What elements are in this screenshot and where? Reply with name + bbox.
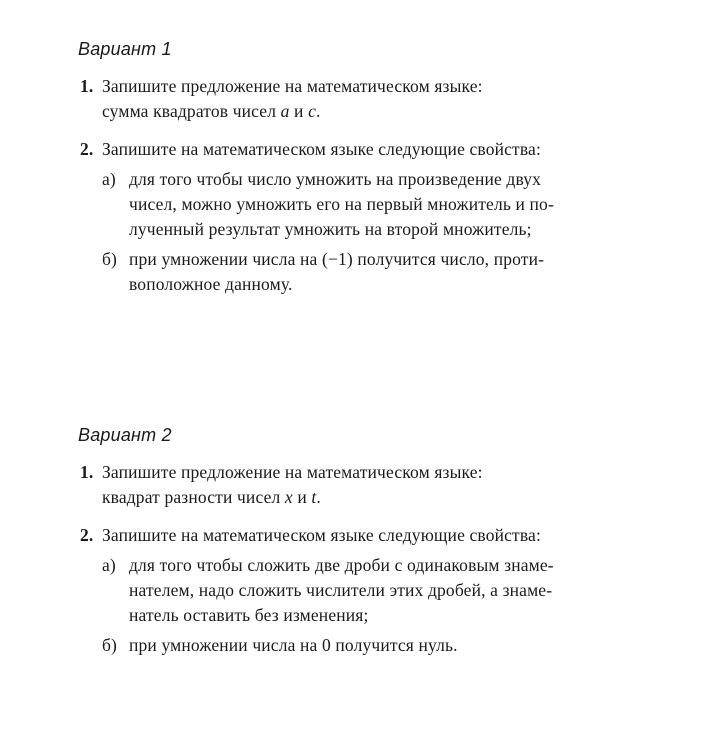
subitem-line: для того чтобы число умножить на произведение двух: [129, 169, 542, 189]
variable-x: x: [284, 487, 293, 507]
variant-1-title: Вариант 1: [78, 39, 172, 59]
task-intro: Запишите на математическом языке следующие свойства:: [102, 139, 541, 159]
task-text: квадрат разности чисел: [102, 487, 285, 507]
variant-2-section: [78, 424, 678, 671]
variable-t: t: [311, 487, 317, 507]
subitem-marker: а): [102, 169, 116, 189]
subitem-line: лученный результат умножить на второй множитель;: [129, 219, 532, 239]
subitem-a: [102, 167, 678, 242]
variant-1-task-2: [78, 137, 678, 297]
variant-1-task-1: [78, 74, 678, 124]
task-number: 1.: [80, 462, 94, 482]
subitem-b: [102, 247, 678, 297]
variable-a: a: [280, 101, 290, 121]
subitem-line: чисел, можно умножить его на первый множитель и по-: [129, 194, 554, 214]
task-text-line: [102, 485, 678, 510]
variable-c: c: [308, 101, 317, 121]
task-number: 1.: [80, 76, 94, 96]
subitem-line: нателем, надо сложить числители этих дробей, а знаме-: [129, 580, 553, 600]
task-intro: Запишите на математическом языке следующие свойства:: [102, 525, 541, 545]
task-text-line: Запишите предложение на математическом языке:: [102, 462, 483, 482]
subitem-line: при умножении числа на (−1) получится число, проти-: [129, 249, 545, 269]
subitem-a: [102, 553, 678, 628]
subitem-line: натель оставить без изменения;: [129, 605, 369, 625]
conjunction: и: [289, 101, 309, 121]
subitem-marker: б): [102, 635, 118, 655]
variant-2-task-1: [78, 460, 678, 510]
task-number: 2.: [80, 525, 94, 545]
task-text-line: Запишите предложение на математическом языке:: [102, 76, 483, 96]
variant-2-task-2: [78, 523, 678, 658]
period: .: [316, 101, 321, 121]
task-number: 2.: [80, 139, 94, 159]
period: .: [316, 487, 321, 507]
subitem-marker: а): [102, 555, 116, 575]
task-text: сумма квадратов чисел: [102, 101, 281, 121]
subitem-line: для того чтобы сложить две дроби с одинаковым знаме-: [129, 555, 554, 575]
variant-2-title: Вариант 2: [78, 425, 172, 445]
subitem-line: воположное данному.: [129, 274, 293, 294]
subitem-marker: б): [102, 249, 118, 269]
subitem-b: [102, 633, 678, 658]
subitem-line: при умножении числа на 0 получится нуль.: [129, 635, 458, 655]
task-text-line: [102, 99, 678, 124]
conjunction: и: [292, 487, 312, 507]
variant-1-section: [78, 38, 678, 310]
